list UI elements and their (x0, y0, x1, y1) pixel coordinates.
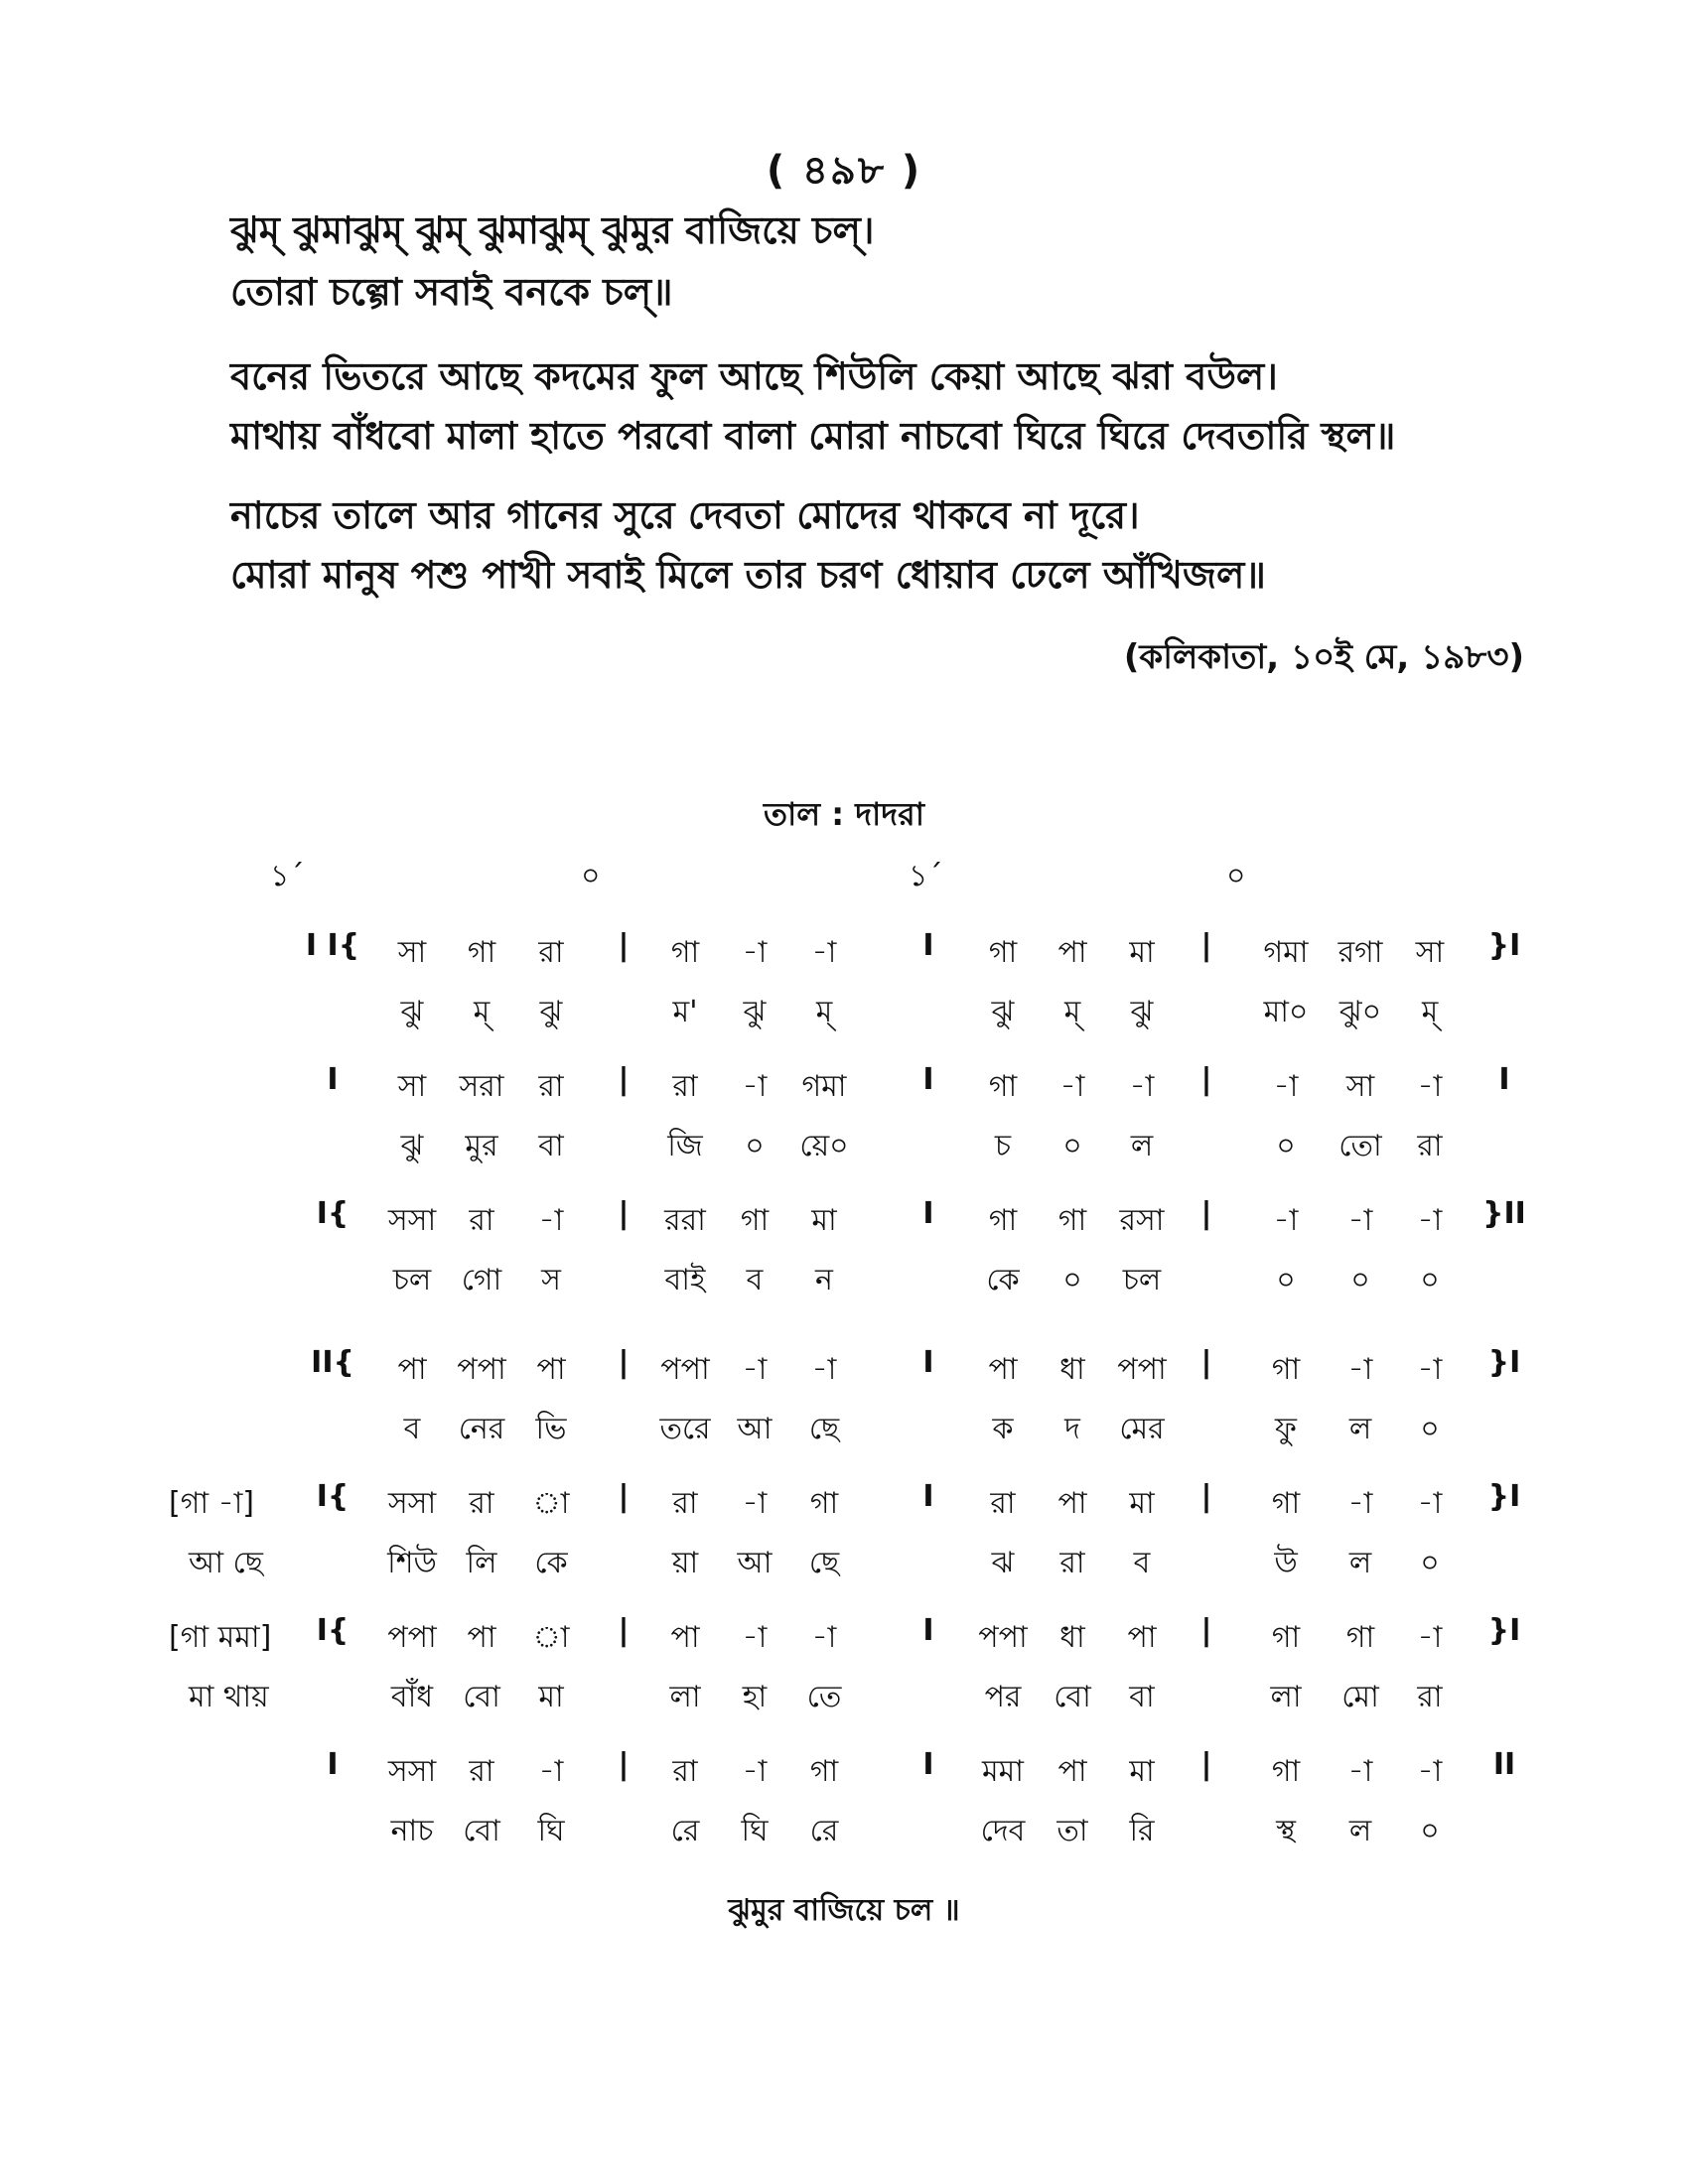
note: রা (672, 1069, 698, 1104)
date-place: (কলিকাতা, ১০ই মে, ১৯৮৩) (1123, 637, 1524, 677)
note: ধা (1059, 1352, 1085, 1387)
note: া (532, 1486, 570, 1521)
note: পপা (978, 1620, 1028, 1655)
note: ররা (664, 1203, 706, 1238)
note: সা (397, 1069, 427, 1104)
note: সরা (459, 1069, 504, 1104)
syllable: বা (1129, 1680, 1155, 1714)
note: -া (1273, 1203, 1299, 1238)
syllable: ০ (1420, 1814, 1440, 1848)
note: সসা (387, 1203, 437, 1238)
syllable: ঝু (539, 995, 563, 1029)
note: গা (467, 935, 496, 970)
lyric-line: মোরা মানুষ পশু পাখী সবাই মিলে তার চরণ ধোয়াব ঢেলে আঁখিজল॥ (230, 553, 1266, 597)
syllable: দেব (980, 1814, 1026, 1848)
syllable: লা (1270, 1680, 1302, 1714)
syllable: রা (1417, 1680, 1443, 1714)
syllable: ল (1348, 1546, 1372, 1580)
note: সা (1345, 1069, 1375, 1104)
bar-line: | (1200, 1345, 1212, 1380)
syllable: উ (1274, 1546, 1298, 1580)
syllable: স (541, 1263, 561, 1297)
note: রা (672, 1486, 698, 1521)
tala-title: তাল : দাদরা (764, 795, 924, 833)
syllable: ক (992, 1412, 1014, 1446)
bar-line: | (1200, 1479, 1212, 1514)
lyric-line: বনের ভিতরে আছে কদমের ফুল আছে শিউলি কেয়া আছে ঝরা বউল। (230, 354, 1278, 398)
lyric-line: নাচের তালে আর গানের সুরে দেবতা মোদের থাকবে না দূরে। (230, 493, 1140, 537)
bar-line: | (1200, 928, 1212, 963)
note: -া (742, 1069, 768, 1104)
note: গা (1271, 1620, 1301, 1655)
syllable: ব (403, 1412, 421, 1446)
note: রা (990, 1486, 1016, 1521)
syllable: বো (463, 1814, 500, 1848)
note: গা (1271, 1486, 1301, 1521)
note: গা (1271, 1352, 1301, 1387)
note: গা (988, 1203, 1018, 1238)
note: -া (742, 1620, 768, 1655)
note: -া (1059, 1069, 1085, 1104)
page-number: ( ৪৯৮ ) (766, 148, 922, 194)
note: -া (1417, 1203, 1443, 1238)
note: -া (742, 1486, 768, 1521)
syllable: ০ (1062, 1263, 1082, 1297)
notation-open-bar: I{ (316, 1479, 350, 1514)
syllable: ঘি (537, 1814, 565, 1848)
note: পা (988, 1352, 1018, 1387)
syllable: ০ (1420, 1412, 1440, 1446)
syllable: আ (737, 1546, 773, 1580)
lyric-line: মাথায় বাঁধবো মালা হাতে পরবো বালা মোরা নাচবো ঘিরে ঘিরে দেবতারি স্থল॥ (230, 414, 1396, 458)
notation-open-bar: II{ (311, 1345, 354, 1380)
note: রা (538, 935, 564, 970)
bar-line: I (922, 1613, 934, 1648)
syllable: ০ (1350, 1263, 1370, 1297)
beat-mark: ০ (1226, 859, 1246, 893)
note: গা (988, 1069, 1018, 1104)
bar-line: II (1492, 1747, 1516, 1782)
note: পা (467, 1620, 496, 1655)
bar-line: | (618, 1345, 630, 1380)
syllable: তরে (659, 1412, 711, 1446)
bar-line: I (922, 928, 934, 963)
note: গা (670, 935, 700, 970)
note: মা (1129, 1754, 1155, 1789)
bar-line: | (618, 1196, 630, 1231)
note: গা (809, 1486, 839, 1521)
note: গা (1271, 1754, 1301, 1789)
bar-line: }I (1487, 1613, 1521, 1648)
syllable: ম্ (473, 995, 491, 1029)
note: -া (742, 1352, 768, 1387)
bar-line: | (618, 928, 630, 963)
syllable: ম্ (1063, 995, 1081, 1029)
syllable: বো (463, 1680, 500, 1714)
bar-line: | (1200, 1747, 1212, 1782)
note: পপা (1117, 1352, 1167, 1387)
bar-line: | (618, 1747, 630, 1782)
note: রসা (1119, 1203, 1165, 1238)
note: সসা (387, 1486, 437, 1521)
syllable: ঝ (991, 1546, 1015, 1580)
syllable: রে (809, 1814, 839, 1848)
syllable: পর (984, 1680, 1022, 1714)
notation-prefix-lyric: আ ছে (189, 1546, 263, 1580)
bar-line: | (1200, 1613, 1212, 1648)
note: পা (1057, 935, 1087, 970)
syllable: তে (806, 1680, 842, 1714)
note: পপা (660, 1352, 710, 1387)
syllable: ০ (1420, 1263, 1440, 1297)
syllable: ল (1348, 1412, 1372, 1446)
bar-line: }I (1487, 1479, 1521, 1514)
syllable: মুর (465, 1129, 498, 1163)
note: -া (538, 1754, 564, 1789)
syllable: জি (667, 1129, 703, 1163)
note: -া (1417, 1069, 1443, 1104)
syllable: হা (742, 1680, 768, 1714)
syllable: য়া (671, 1546, 699, 1580)
ending-line: ঝুমুর বাজিয়ে চল ॥ (728, 1893, 960, 1928)
syllable: ঝু০ (1338, 995, 1382, 1029)
note: -া (1347, 1754, 1373, 1789)
syllable: মা০ (1263, 995, 1309, 1029)
note: গমা (801, 1069, 847, 1104)
note: মমা (981, 1754, 1025, 1789)
syllable: ঝু (400, 1129, 424, 1163)
syllable: ০ (745, 1129, 765, 1163)
note: গা (809, 1754, 839, 1789)
note: -া (1129, 1069, 1155, 1104)
syllable: বো (1054, 1680, 1091, 1714)
note: সসা (387, 1754, 437, 1789)
note: রা (469, 1486, 494, 1521)
note: পা (536, 1352, 566, 1387)
notation-prefix: [গা -া] (169, 1486, 255, 1521)
syllable: কে (534, 1546, 568, 1580)
note: রা (538, 1069, 564, 1104)
note: -া (811, 935, 837, 970)
notation-open-bar: I{ (316, 1196, 350, 1231)
note: -া (1347, 1486, 1373, 1521)
beat-mark: ১´ (270, 859, 305, 893)
syllable: তা (1056, 1814, 1088, 1848)
syllable: রা (1417, 1129, 1443, 1163)
note: -া (1417, 1754, 1443, 1789)
note: পা (397, 1352, 427, 1387)
note: সা (1415, 935, 1445, 970)
bar-line: I (1498, 1062, 1510, 1097)
syllable: রি (1129, 1814, 1155, 1848)
note: ধা (1059, 1620, 1085, 1655)
note: -া (811, 1620, 837, 1655)
syllable: বাঁধ (390, 1680, 434, 1714)
syllable: রে (670, 1814, 700, 1848)
syllable: মো (1341, 1680, 1379, 1714)
lyric-line: তোরা চল্গো সবাই বনকে চল্॥ (230, 270, 673, 314)
notation-prefix-lyric: মা থায় (189, 1680, 269, 1714)
bar-line: I (922, 1196, 934, 1231)
note: -া (1347, 1203, 1373, 1238)
note: -া (811, 1352, 837, 1387)
note: গা (1345, 1620, 1375, 1655)
note: গা (988, 935, 1018, 970)
bar-line: | (1200, 1196, 1212, 1231)
syllable: ০ (1276, 1129, 1296, 1163)
beat-marks (0, 852, 1688, 891)
note: া (532, 1620, 570, 1655)
syllable: নের (458, 1412, 505, 1446)
note: মা (1129, 1486, 1155, 1521)
notation-open-bar: I{ (316, 1613, 350, 1648)
bar-line: }II (1482, 1196, 1526, 1231)
syllable: ফু (1275, 1412, 1297, 1446)
lyric-line: ঝুম্ ঝুমাঝুম্ ঝুম্ ঝুমাঝুম্ ঝুমুর বাজিয়ে চল্। (230, 208, 875, 252)
syllable: ০ (1276, 1263, 1296, 1297)
syllable: ম' (672, 995, 698, 1029)
note: পা (1057, 1754, 1087, 1789)
syllable: ০ (1420, 1546, 1440, 1580)
syllable: ব (746, 1263, 764, 1297)
note: পা (1127, 1620, 1157, 1655)
syllable: বা (538, 1129, 564, 1163)
syllable: য়ে০ (799, 1129, 849, 1163)
notation-prefix: [গা মমা] (169, 1620, 272, 1655)
note: পা (1057, 1486, 1087, 1521)
syllable: ০ (1062, 1129, 1082, 1163)
note: রা (672, 1754, 698, 1789)
syllable: ঝু (743, 995, 767, 1029)
notation-open-bar: I (327, 1062, 339, 1097)
note: মা (811, 1203, 837, 1238)
note: গা (1057, 1203, 1087, 1238)
syllable: ল (1348, 1814, 1372, 1848)
syllable: মের (1119, 1412, 1165, 1446)
syllable: নাচ (390, 1814, 434, 1848)
syllable: লা (669, 1680, 701, 1714)
note: মা (1129, 935, 1155, 970)
note: -া (1417, 1486, 1443, 1521)
bar-line: I (922, 1062, 934, 1097)
syllable: ঝু (1130, 995, 1154, 1029)
bar-line: }I (1487, 1345, 1521, 1380)
note: -া (1417, 1352, 1443, 1387)
syllable: ম্ (1421, 995, 1439, 1029)
bar-line: I (922, 1479, 934, 1514)
bar-line: | (1200, 1062, 1212, 1097)
syllable: গো (461, 1263, 502, 1297)
note: -া (742, 1754, 768, 1789)
syllable: ভি (535, 1412, 567, 1446)
syllable: ঘি (741, 1814, 769, 1848)
bar-line: }I (1487, 928, 1521, 963)
note: সা (397, 935, 427, 970)
note: রা (469, 1203, 494, 1238)
syllable: লি (466, 1546, 497, 1580)
note: -া (1347, 1352, 1373, 1387)
notation-open-bar: I (327, 1747, 339, 1782)
note: -া (1417, 1620, 1443, 1655)
bar-line: I (922, 1345, 934, 1380)
syllable: ব (1133, 1546, 1151, 1580)
notation-open-bar: I I{ (305, 928, 360, 963)
syllable: ল (1130, 1129, 1154, 1163)
note: গমা (1263, 935, 1309, 970)
beat-mark: ০ (581, 859, 601, 893)
syllable: চল (392, 1263, 432, 1297)
syllable: ছে (808, 1412, 840, 1446)
syllable: ঝু (991, 995, 1015, 1029)
beat-mark: ১´ (909, 859, 943, 893)
bar-line: I (922, 1747, 934, 1782)
note: -া (742, 935, 768, 970)
note: গা (740, 1203, 770, 1238)
syllable: দ (1064, 1412, 1080, 1446)
note: পা (670, 1620, 700, 1655)
syllable: তো (1338, 1129, 1382, 1163)
note: পপা (457, 1352, 506, 1387)
syllable: আ (737, 1412, 773, 1446)
syllable: ঝু (400, 995, 424, 1029)
note: -া (1273, 1069, 1299, 1104)
syllable: ম্ (815, 995, 833, 1029)
syllable: শিউ (387, 1546, 437, 1580)
syllable: ছে (808, 1546, 840, 1580)
syllable: বাই (664, 1263, 706, 1297)
syllable: মা (538, 1680, 564, 1714)
syllable: রা (1059, 1546, 1085, 1580)
bar-line: | (618, 1062, 630, 1097)
syllable: চল (1122, 1263, 1162, 1297)
syllable: স্থ (1276, 1814, 1296, 1848)
syllable: চ (994, 1129, 1012, 1163)
syllable: কে (986, 1263, 1020, 1297)
note: রা (469, 1754, 494, 1789)
bar-line: | (618, 1613, 630, 1648)
bar-line: | (618, 1479, 630, 1514)
note: রগা (1337, 935, 1383, 970)
note: পপা (387, 1620, 437, 1655)
note: -া (538, 1203, 564, 1238)
syllable: ন (815, 1263, 833, 1297)
